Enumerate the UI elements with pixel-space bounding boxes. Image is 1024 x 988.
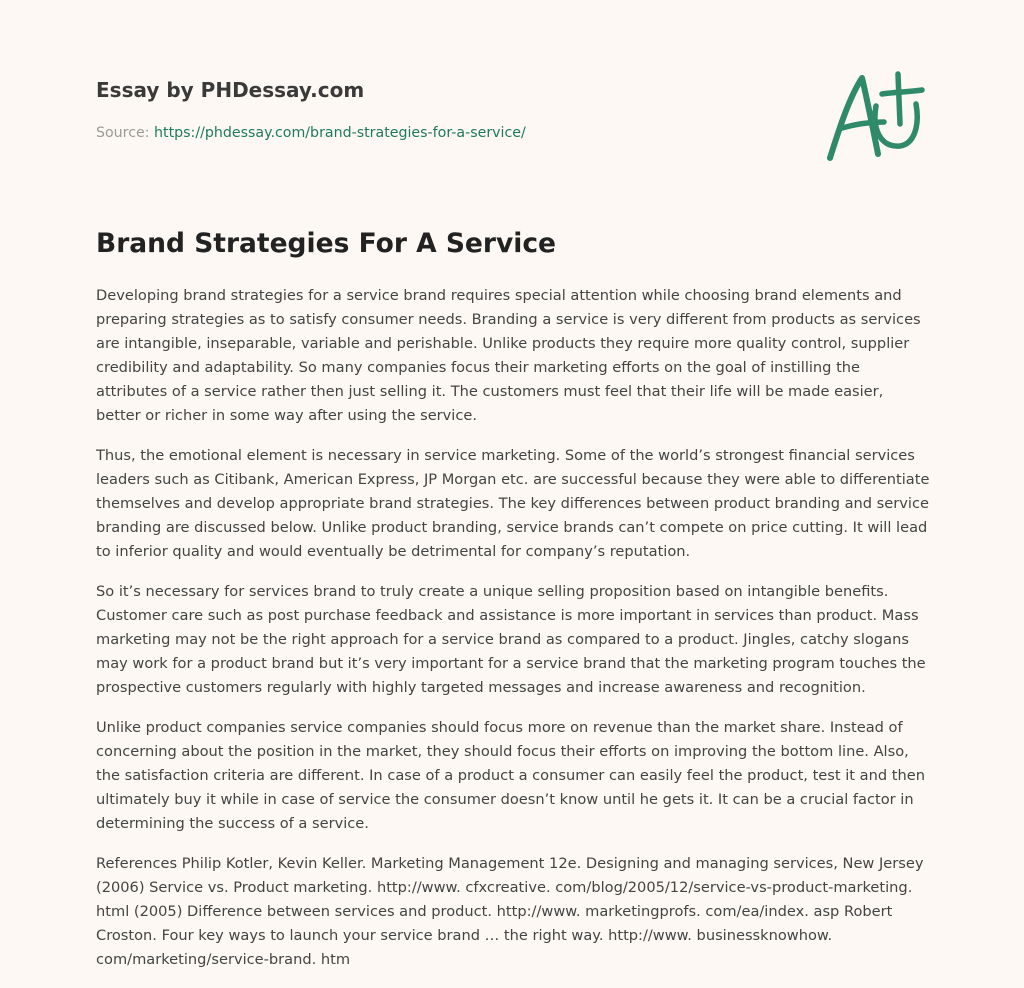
a-plus-logo-icon [820, 66, 930, 166]
essay-paragraph: Thus, the emotional element is necessary in service marketing. Some of the world’s strongest financial services leaders such as Citibank, American Express, JP Morgan etc. are successful because they were able to differentiate themselves and develop appropriate brand strategies. The key differences between product branding and service branding are discussed below. Unlike product branding, service brands can’t compete on price cutting. It will lead to inferior quality and would eventually be detrimental for company’s reputation. [96, 447, 930, 560]
essay-paragraph: Developing brand strategies for a service brand requires special attention while choosing brand elements and preparing strategies as to satisfy consumer needs. Branding a service is very different from products as services are intangible, inseparable, variable and perishable. Unlike products they require more quality control, supplier credibility and adaptability. So many companies focus their marketing efforts on the goal of instilling the attributes of a service rather then just selling it. The customers must feel that their life will be made easier, better or richer in some way after using the service. [96, 287, 921, 424]
essay-paragraph: So it’s necessary for services brand to truly create a unique selling proposition based on intangible benefits. Customer care such as post purchase feedback and assistance is more important in services than product. Mass marketing may not be the right approach for a service brand as compared to a product. Jingles, catchy slogans may work for a product brand but it’s very important for a service brand that the marketing program touches the prospective customers regularly with highly targeted messages and increase awareness and recognition. [96, 583, 926, 696]
essay-body [96, 284, 930, 988]
site-title: Essay by PHDessay.com [96, 78, 365, 102]
source-link[interactable]: https://phdessay.com/brand-strategies-for-a-service/ [154, 125, 526, 141]
page-header [96, 76, 796, 143]
source-label: Source: [96, 125, 155, 141]
essay-title: Brand Strategies For A Service [96, 228, 557, 259]
source-line [96, 123, 796, 143]
essay-paragraph: Unlike product companies service companies should focus more on revenue than the market share. Instead of concerning about the position in the market, they should focus their efforts on improving the bottom line. Also, the satisfaction criteria are different. In case of a product a consumer can easily feel the product, test it and then ultimately buy it while in case of service the consumer doesn’t know until he gets it. It can be a crucial factor in determining the success of a service. [96, 719, 925, 832]
references-paragraph: References Philip Kotler, Kevin Keller. Marketing Management 12e. Designing and managing services, New Jersey (2006) Service vs. Product marketing. http://www. cfxcreative. com/blog/2005/12/service-vs-product-marketing. html (2005) Difference between services and product. http://www. marketingprofs. com/ea/index. asp Robert Croston. Four key ways to launch your service brand … the right way. http://www. businessknowhow. com/marketing/service-brand. htm [96, 855, 924, 968]
